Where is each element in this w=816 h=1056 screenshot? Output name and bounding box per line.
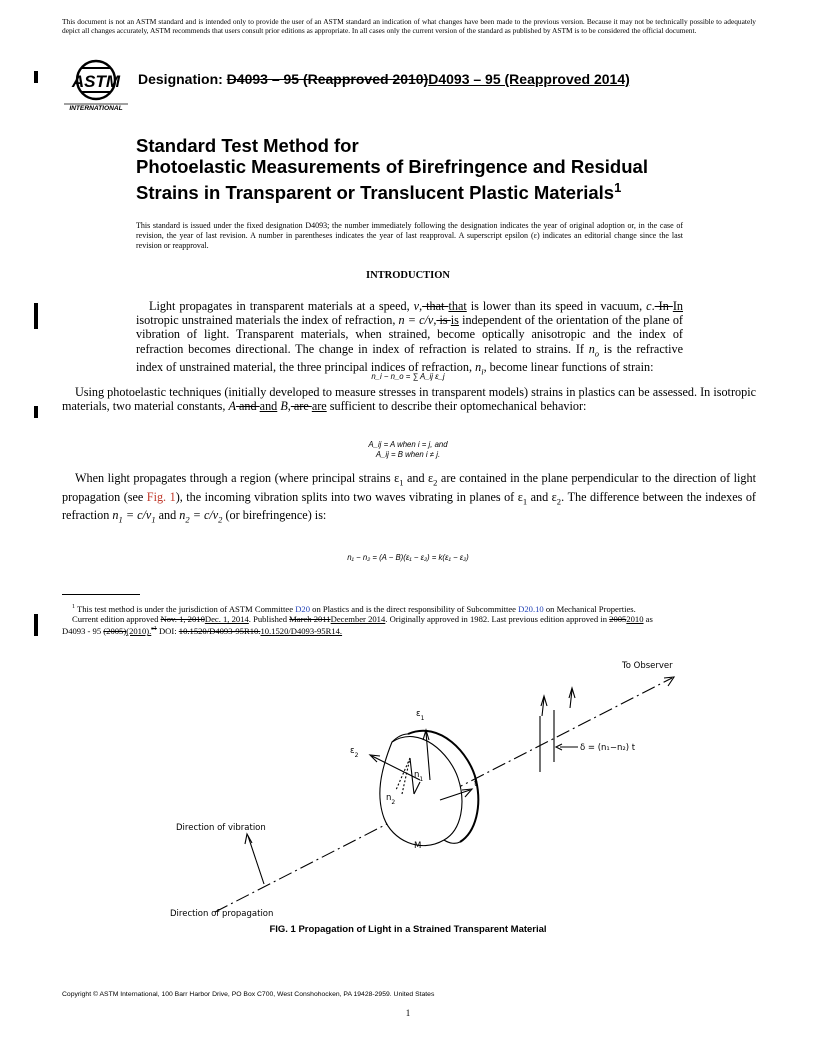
footnote: $^1$ This test method is under the jurisdiction of ASTM Committee D20 on Plastics and is the direct responsibility of Subcommittee D20.10 on Mechanical Properties. Current edition approved Nov. 1, 2010Dec. 1, 2014. Published March 2011December 2014. Originally approved in 1982. Last previous edition approved in 20052010 as D4093 - 95 (2005)(2010).$^{\varepsilon 1}$ DOI: 10.1520/D4093-95R10.10.1520/D4093-95R14. bbox=[62, 603, 653, 637]
page-number: 1 bbox=[405, 1008, 411, 1018]
designation-old: D4093 – 95 (Reapproved 2010) bbox=[226, 71, 429, 87]
label-eps1: $\varepsilon_1$ bbox=[416, 709, 425, 722]
label-direction-of-vibration: Direction of vibration bbox=[176, 823, 266, 833]
figure-caption: FIG. 1 Propagation of Light in a Strained Transparent Material bbox=[269, 924, 547, 935]
equation-2a: A_ij = A when i = j, and bbox=[368, 440, 448, 449]
disclaimer: This document is not an ASTM standard and is intended only to provide the user of an ASTM standard an indication of what changes have been made to the previous version. Because it may not be technically possible to adequately depict all changes accurately, ASTM recommends that users consult prior editions as appropriate. In all cases only the current version of the standard as published by ASTM is to be considered the official document. bbox=[62, 17, 756, 35]
designation-label: Designation: bbox=[138, 71, 223, 87]
label-t: t bbox=[474, 779, 478, 789]
label-to-observer: To Observer bbox=[622, 661, 673, 671]
astm-logo bbox=[60, 58, 132, 114]
issued-note: This standard is issued under the fixed designation D4093; the number immediately following the designation indicates the year of original adoption or, in the case of revision, the year of last revision. A number in parentheses indicates the year of last reapproval. A superscript epsilon (ε) indicates an editorial change since the last revision or reapproval. bbox=[136, 221, 683, 250]
equation-3: n₁ − n₂ = (A − B)(ε₁ − ε₂) = k(ε₁ − ε₂) bbox=[347, 553, 469, 562]
label-n1: $n_1$ bbox=[414, 770, 424, 783]
intro-paragraph-1: Light propagates in transparent materials at a speed, v, that that is lower than its speed in vacuum, c. In In isotropic unstrained materials the index of refraction, n = c/v, is is independent of the orientation of the plane of vibration of light. Transparent materials, when strained, become optically anisotropic and the index of refraction becomes directional. The change in index of refraction is related to strains. If $n_o$ is the refractive index of unstrained material, the three principal indices of refraction, $n_i$, become linear functions of strain: bbox=[136, 299, 684, 377]
label-eps2: $\varepsilon_2$ bbox=[350, 746, 359, 759]
introduction-heading: INTRODUCTION bbox=[365, 270, 450, 281]
change-bar bbox=[34, 71, 38, 83]
footnote-rule bbox=[62, 594, 140, 595]
label-m: M bbox=[414, 841, 422, 851]
title-line2: Photoelastic Measurements of Birefringence and Residual Strains in Transparent or Translucent Plastic Materials bbox=[136, 156, 648, 204]
intro-paragraph-2: Using photoelastic techniques (initially developed to measure stresses in transparent models) strains in plastics can be assessed. In isotropic materials, two material constants, A and and B, are are sufficient to describe their optomechanical behavior: bbox=[62, 385, 756, 414]
equation-2b: A_ij = B when i ≠ j. bbox=[375, 450, 441, 459]
label-direction-of-propagation: Direction of propagation bbox=[170, 909, 274, 919]
document-title bbox=[136, 135, 736, 203]
subcommittee-link[interactable]: D20.10 bbox=[518, 603, 544, 614]
svg-text:ASTM: ASTM bbox=[71, 72, 121, 91]
label-n2: $n_2$ bbox=[386, 793, 396, 806]
designation-new: D4093 – 95 (Reapproved 2014) bbox=[428, 71, 630, 87]
astm-logo-mark bbox=[60, 58, 132, 114]
designation bbox=[138, 71, 630, 87]
change-bar bbox=[34, 614, 38, 636]
figure-1 bbox=[0, 650, 816, 920]
copyright: Copyright © ASTM International, 100 Barr Harbor Drive, PO Box C700, West Conshohocken, PA 19428-2959. United States bbox=[62, 991, 435, 998]
label-delta: δ = (n₁−n₂) t bbox=[580, 743, 636, 753]
svg-text:INTERNATIONAL: INTERNATIONAL bbox=[69, 105, 123, 112]
change-bar bbox=[34, 303, 38, 329]
strained-body bbox=[380, 737, 462, 846]
committee-link[interactable]: D20 bbox=[295, 603, 310, 614]
intro-paragraph-3: When light propagates through a region (where principal strains $\varepsilon_1$ and $\varepsilon_2$ are contained in the plane perpendicular to the direction of light propagation (see Fig. 1), the incoming vibration splits into two waves vibrating in planes of $\varepsilon_1$ and $\varepsilon_2$. The difference between the indexes of refraction $n_1 = c/v_1$ and $n_2 = c/v_2$ (or birefringence) is: bbox=[62, 471, 756, 525]
equation-1: n_i − n_o = ∑ A_ij ε_j bbox=[371, 372, 445, 381]
change-bar bbox=[34, 406, 38, 418]
title-line1: Standard Test Method for bbox=[136, 135, 359, 156]
fig-1-link[interactable]: Fig. 1 bbox=[146, 489, 176, 504]
title-footnote-mark: 1 bbox=[614, 180, 622, 195]
